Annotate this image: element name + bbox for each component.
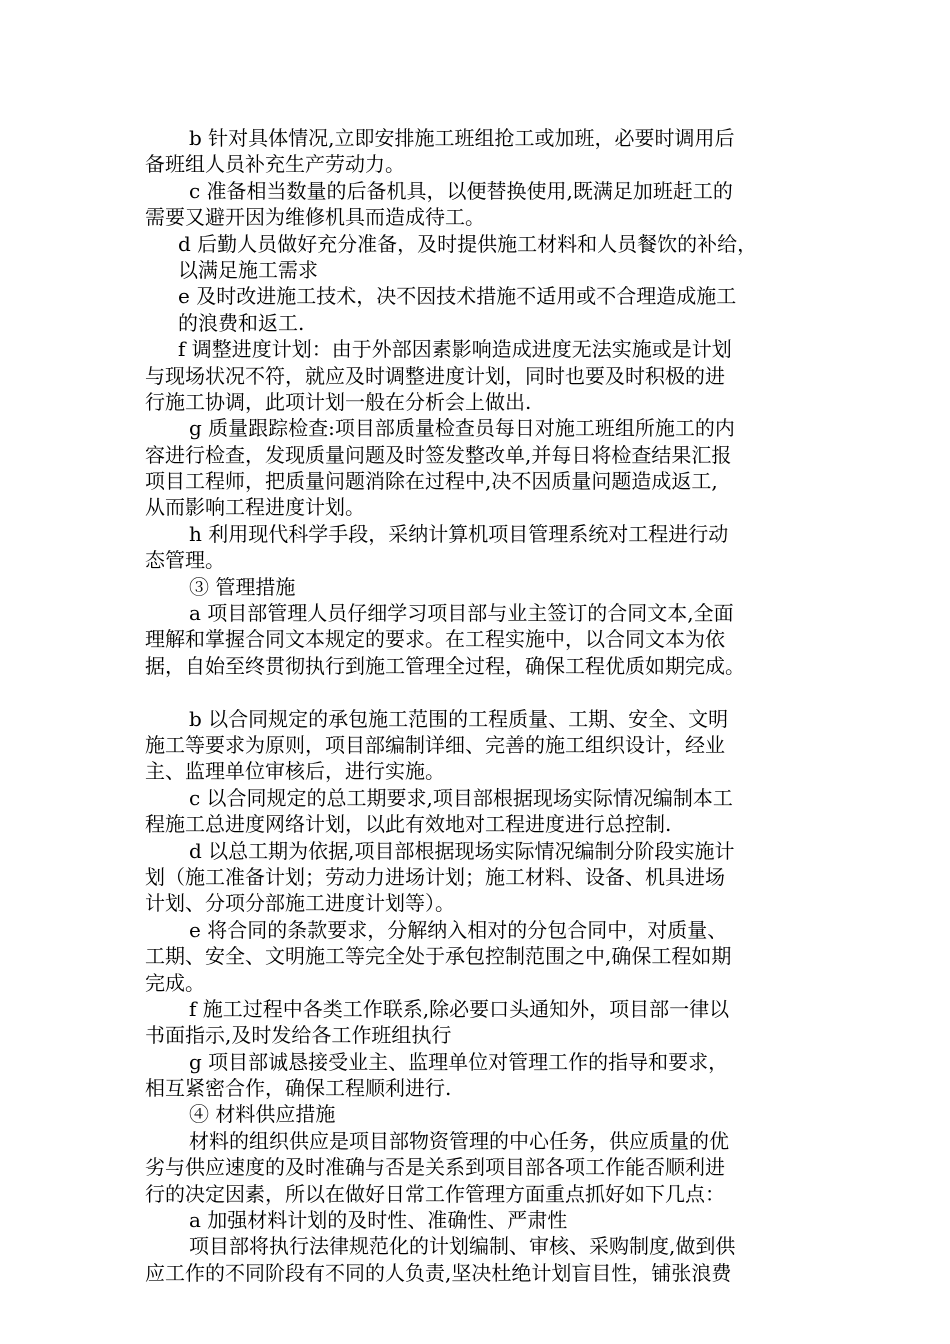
text-line: 相互紧密合作，确保工程顺利进行. [145, 1076, 452, 1101]
text-line: 应工作的不同阶段有不同的人负责,坚决杜绝计划盲目性，铺张浪费 [145, 1260, 732, 1285]
text-line: a 加强材料计划的及时性、准确性、严肃性 [189, 1208, 568, 1233]
text-line: b 以合同规定的承包施工范围的工程质量、工期、安全、文明 [189, 706, 729, 731]
text-line: d 后勤人员做好充分准备，及时提供施工材料和人员餐饮的补给， [178, 231, 758, 256]
text-line: 主、监理单位审核后，进行实施。 [145, 759, 445, 784]
text-line: f 施工过程中各类工作联系,除必要口头通知外，项目部一律以 [189, 996, 730, 1021]
text-line: 计划、分项分部施工进度计划等）。 [145, 891, 455, 916]
text-line: 需要又避开因为维修机具而造成待工。 [145, 205, 485, 230]
text-line: g 质量跟踪检查:项目部质量检查员每日对施工班组所施工的内 [189, 416, 735, 441]
text-line: e 及时改进施工技术，决不因技术措施不适用或不合理造成施工 [178, 284, 737, 309]
text-line: 材料的组织供应是项目部物资管理的中心任务，供应质量的优 [189, 1128, 729, 1153]
text-line: 容进行检查，发现质量问题及时签发整改单,并每日将检查结果汇报 [145, 442, 732, 467]
text-line: 以满足施工需求 [178, 257, 318, 282]
text-line: 项目部将执行法律规范化的计划编制、审核、采购制度,做到供 [189, 1234, 736, 1259]
text-line: c 准备相当数量的后备机具，以便替换使用,既满足加班赶工的 [189, 178, 733, 203]
text-line: 的浪费和返工. [178, 310, 305, 335]
text-line: 划（施工准备计划；劳动力进场计划；施工材料、设备、机具进场 [145, 864, 725, 889]
text-line: 态管理。 [145, 548, 225, 573]
text-line: 备班组人员补充生产劳动力。 [145, 152, 405, 177]
text-line: e 将合同的条款要求，分解纳入相对的分包合同中，对质量、 [189, 917, 728, 942]
text-line: 项目工程师，把质量问题消除在过程中,决不因质量问题造成返工, [145, 469, 718, 494]
text-line: 书面指示,及时发给各工作班组执行 [145, 1023, 452, 1048]
blank-line [145, 679, 835, 705]
text-line: 施工等要求为原则，项目部编制详细、完善的施工组织设计，经业 [145, 732, 725, 757]
text-line: d 以总工期为依据,项目部根据现场实际情况编制分阶段实施计 [189, 838, 735, 863]
section-heading: ③ 管理措施 [189, 574, 296, 599]
text-line: f 调整进度计划：由于外部因素影响造成进度无法实施或是计划 [178, 337, 732, 362]
text-line: 理解和掌握合同文本规定的要求。在工程实施中，以合同文本为依 [145, 627, 725, 652]
text-line: 程施工总进度网络计划，以此有效地对工程进度进行总控制. [145, 812, 672, 837]
text-line: 劣与供应速度的及时准确与否是关系到项目部各项工作能否顺利进 [145, 1155, 725, 1180]
text-line: 与现场状况不符，就应及时调整进度计划，同时也要及时积极的进 [145, 363, 725, 388]
section-heading: ④ 材料供应措施 [189, 1102, 336, 1127]
text-line: 行的决定因素，所以在做好日常工作管理方面重点抓好如下几点： [145, 1181, 725, 1206]
text-line: 行施工协调，此项计划一般在分析会上做出. [145, 389, 532, 414]
text-line: c 以合同规定的总工期要求,项目部根据现场实际情况编制本工 [189, 785, 733, 810]
text-line: 据，自始至终贯彻执行到施工管理全过程，确保工程优质如期完成。 [145, 653, 745, 678]
text-line: 工期、安全、文明施工等完全处于承包控制范围之中,确保工程如期 [145, 944, 732, 969]
text-line: a 项目部管理人员仔细学习项目部与业主签订的合同文本,全面 [189, 601, 734, 626]
document-body [145, 125, 835, 1286]
text-line: b 针对具体情况,立即安排施工班组抢工或加班，必要时调用后 [189, 126, 735, 150]
text-line: g 项目部诚恳接受业主、监理单位对管理工作的指导和要求， [189, 1049, 729, 1074]
text-line: 完成。 [145, 970, 205, 995]
text-line: h 利用现代科学手段，采纳计算机项目管理系统对工程进行动 [189, 521, 729, 546]
text-line: 从而影响工程进度计划。 [145, 495, 365, 520]
